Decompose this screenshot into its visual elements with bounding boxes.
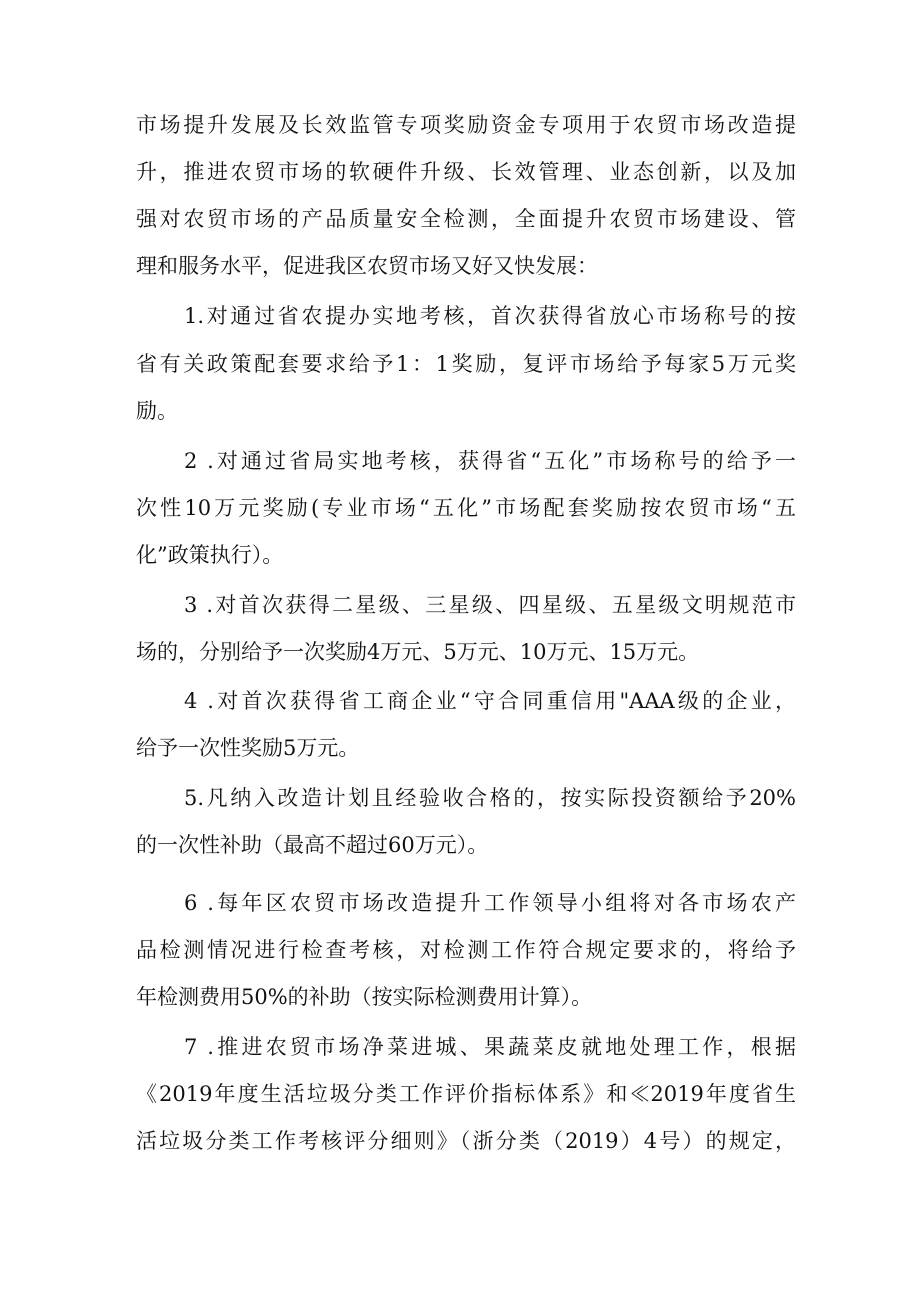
item2-line-1: 2 .对通过省局实地考核，获得省“五化”市场称号的给予一 [184, 449, 796, 473]
item4-line-2: 给予一次性奖励5万元。 [136, 736, 360, 760]
item6-line-2: 品检测情况进行检查考核，对检测工作符合规定要求的，将给予 [136, 938, 796, 962]
item7-line-1: 7 .推进农贸市场净菜进城、果蔬菜皮就地处理工作，根据 [184, 1035, 796, 1059]
item7-line-3: 活垃圾分类工作考核评分细则》（浙分类（2019）4号）的规定， [136, 1129, 796, 1153]
item6-line-1: 6 .每年区农贸市场改造提升工作领导小组将对各市场农产 [184, 891, 796, 915]
intro-line-1: 市场提升发展及长效监管专项奖励资金专项用于农贸市场改造提 [136, 113, 796, 137]
item4-line-1: 4 .对首次获得省工商企业“守合同重信用"AAA级的企业， [184, 689, 796, 713]
intro-line-4: 理和服务水平，促进我区农贸市场又好又快发展： [136, 254, 598, 278]
item3-line-1: 3 .对首次获得二星级、三星级、四星级、五星级文明规范市 [184, 593, 796, 617]
item3-line-2: 场的，分别给予一次奖励4万元、5万元、10万元、15万元。 [136, 640, 700, 664]
intro-line-3: 强对农贸市场的产品质量安全检测，全面提升农贸市场建设、管 [136, 207, 796, 231]
item6-line-3: 年检测费用50%的补助（按实际检测费用计算）。 [136, 985, 593, 1009]
intro-line-2: 升，推进农贸市场的软硬件升级、长效管理、业态创新，以及加 [136, 160, 796, 184]
item2-line-2: 次性10万元奖励(专业市场“五化”市场配套奖励按农贸市场“五 [136, 496, 796, 520]
item2-line-3: 化”政策执行）。 [136, 543, 284, 567]
item1-line-1: 1.对通过省农提办实地考核，首次获得省放心市场称号的按 [184, 304, 796, 328]
item7-line-2: 《2019年度生活垃圾分类工作评价指标体系》和≪2019年度省生 [136, 1082, 796, 1106]
item1-line-3: 励。 [136, 399, 178, 423]
item1-line-2: 省有关政策配套要求给予1：1奖励，复评市场给予每家5万元奖 [136, 352, 796, 376]
item5-line-2: 的一次性补助（最高不超过60万元）。 [136, 833, 489, 857]
item5-line-1: 5.凡纳入改造计划且经验收合格的，按实际投资额给予20% [184, 786, 796, 810]
